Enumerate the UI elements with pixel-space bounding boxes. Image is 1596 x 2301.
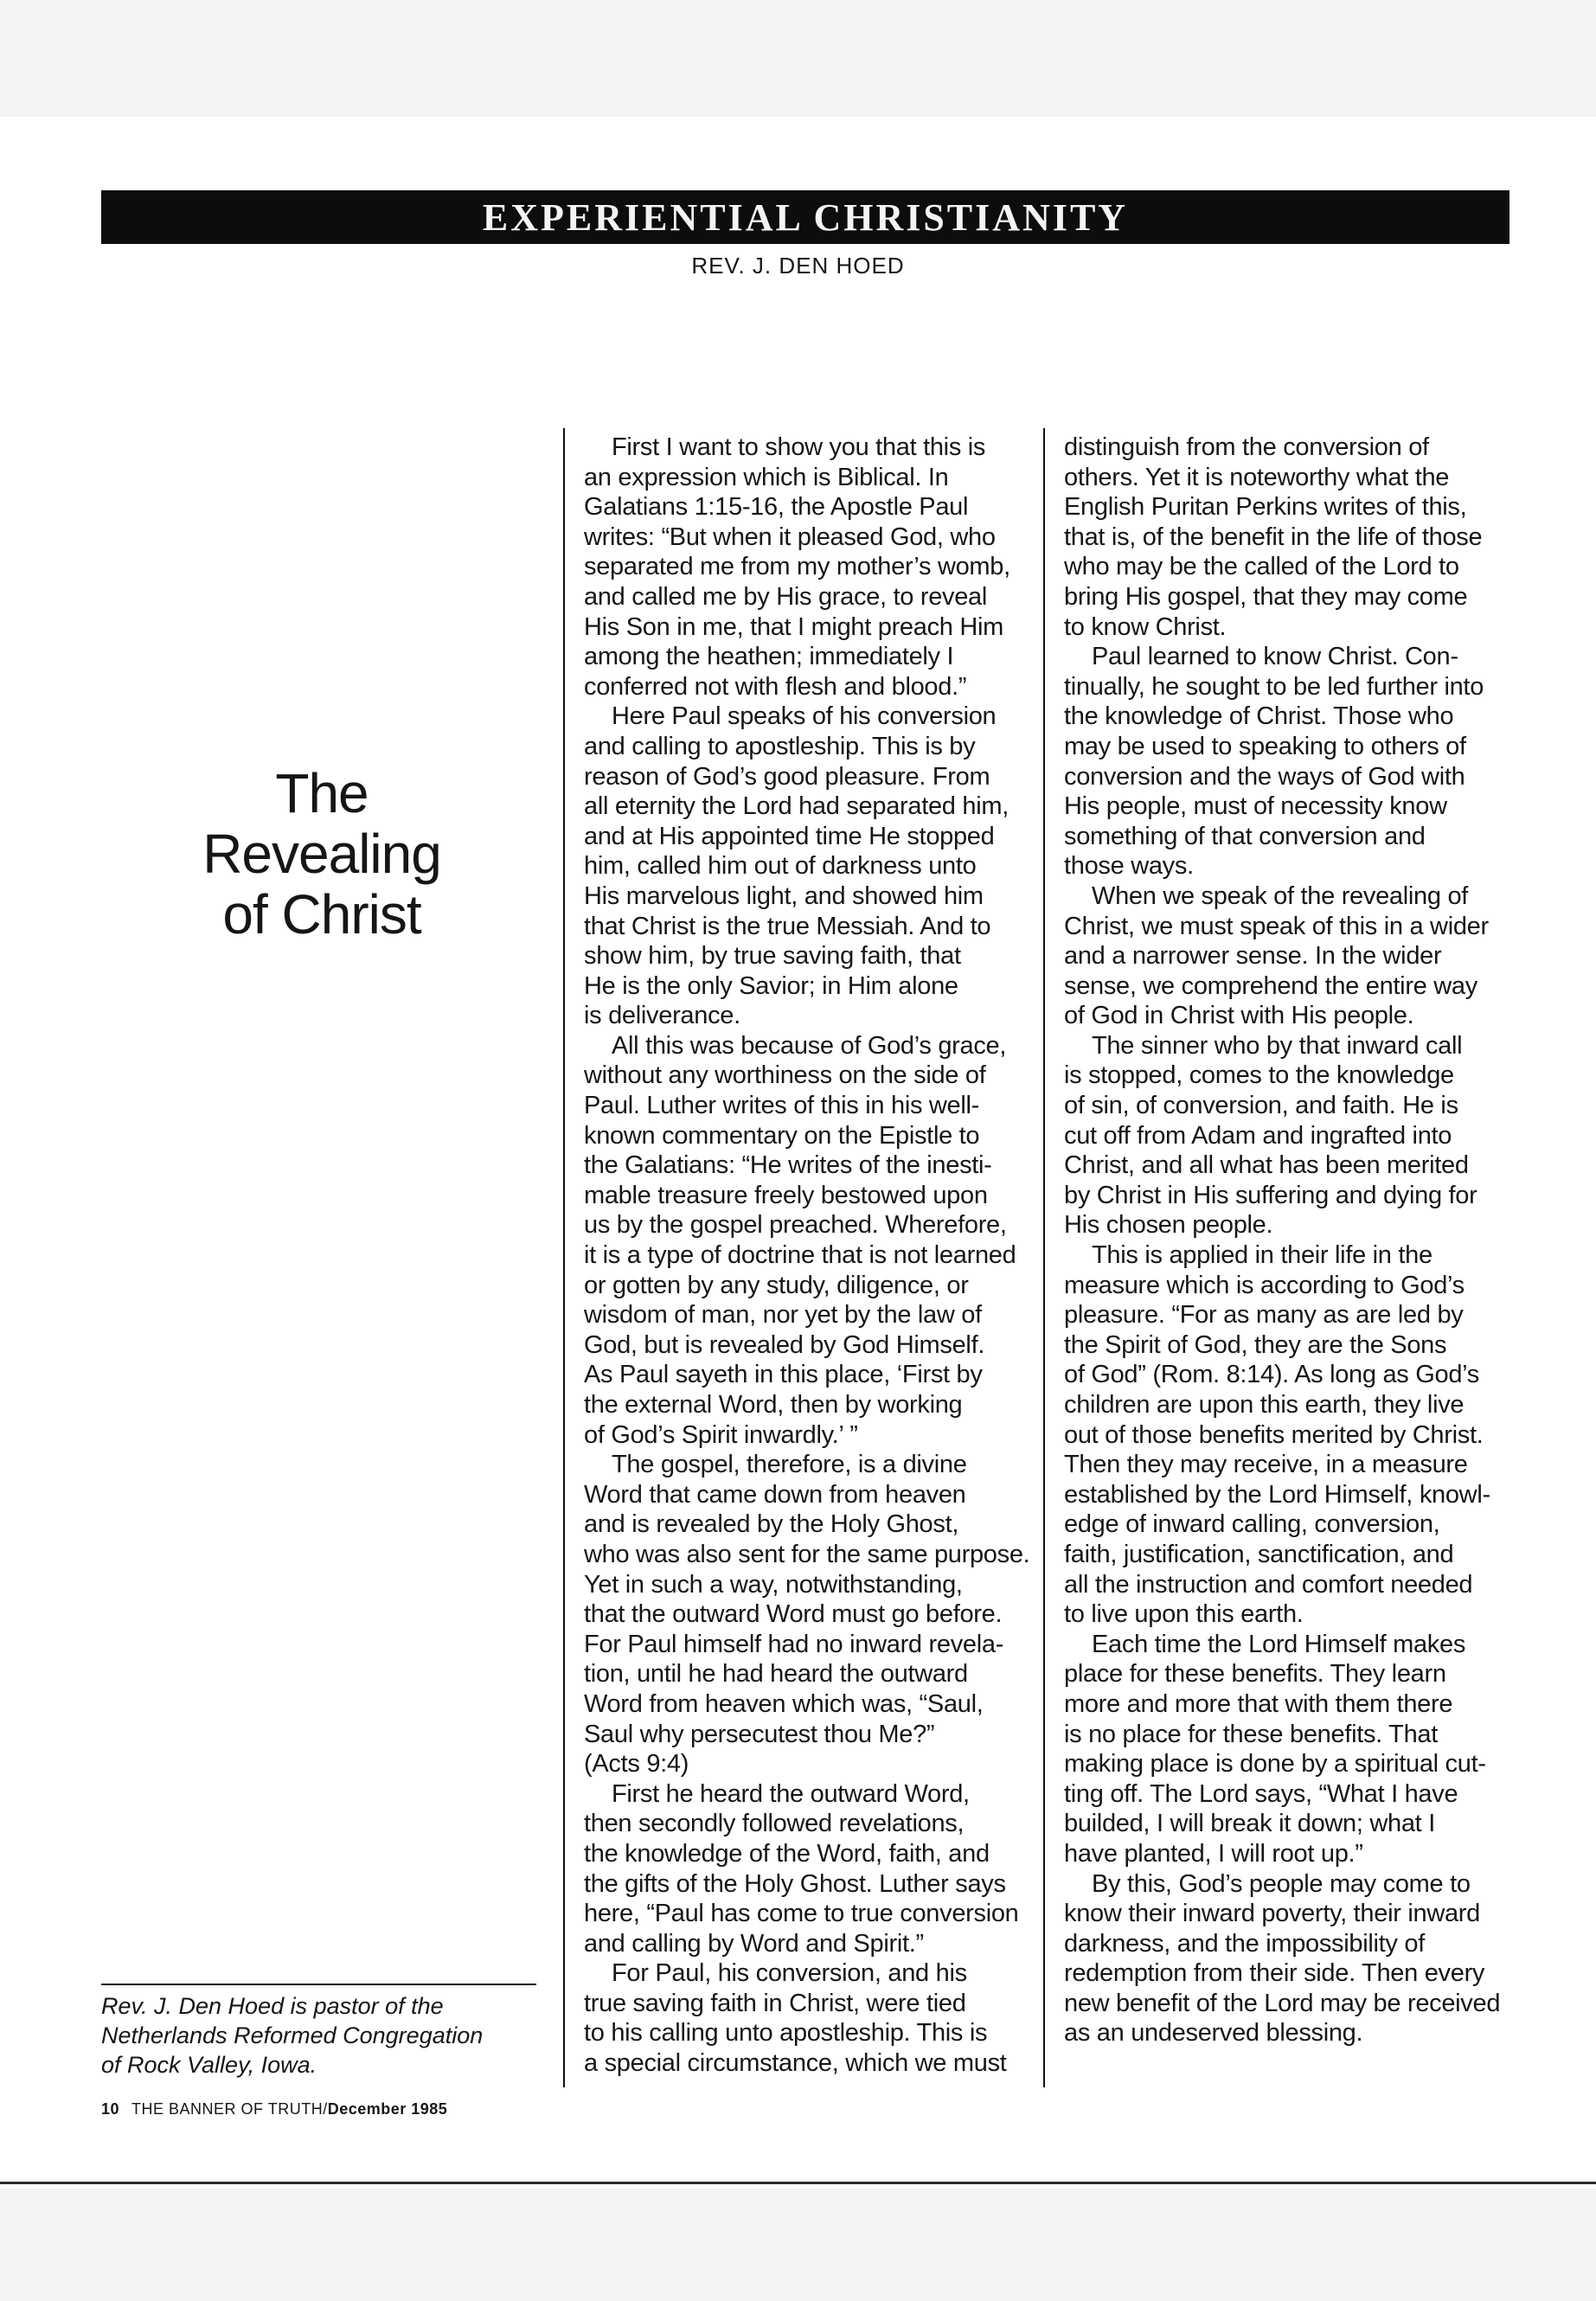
body-text-line: have planted, I will root up.” — [1064, 1839, 1363, 1868]
publication-name: THE BANNER OF TRUTH/ — [131, 2100, 328, 2118]
body-text-line: By this, God’s people may come to — [1092, 1869, 1471, 1898]
body-text-line: as an undeserved blessing. — [1064, 2019, 1363, 2048]
body-text-line: is deliverance. — [584, 1002, 740, 1030]
section-title: EXPERIENTIAL CHRISTIANITY — [482, 195, 1129, 239]
body-text-line: among the heathen; immediately I — [584, 643, 954, 671]
body-text-line: Word that came down from heaven — [584, 1480, 966, 1509]
body-text-line: reason of God’s good pleasure. From — [584, 762, 990, 791]
body-text-line: others. Yet it is noteworthy what the — [1064, 463, 1450, 491]
body-text-line: and called me by His grace, to reveal — [584, 582, 988, 611]
body-text-line: His chosen people. — [1064, 1211, 1273, 1240]
body-text-line: Then they may receive, in a measure — [1064, 1451, 1468, 1479]
body-text-line: pleasure. “For as many as are led by — [1064, 1301, 1464, 1330]
body-text-line: Yet in such a way, notwithstanding, — [584, 1570, 963, 1599]
body-text-line: us by the gospel preached. Wherefore, — [584, 1211, 1007, 1240]
body-text-line: the gifts of the Holy Ghost. Luther says — [584, 1869, 1006, 1898]
body-text-line: cut off from Adam and ingrafted into — [1064, 1121, 1452, 1150]
body-text-line: all eternity the Lord had separated him, — [584, 792, 1009, 821]
body-text-line: those ways. — [1064, 852, 1194, 881]
body-text-line: conferred not with flesh and blood.” — [584, 672, 967, 701]
body-text-line: that Christ is the true Messiah. And to — [584, 912, 991, 940]
body-text-line: Word from heaven which was, “Saul, — [584, 1689, 984, 1718]
body-text-line: His Son in me, that I might preach Him — [584, 612, 1004, 641]
body-text-line: For Paul himself had no inward revela- — [584, 1630, 1004, 1658]
column-divider-middle — [1043, 428, 1045, 2087]
body-text-line: children are upon this earth, they live — [1064, 1391, 1465, 1419]
body-text-line: who may be the called of the Lord to — [1064, 553, 1459, 581]
body-text-line: This is applied in their life in the — [1092, 1241, 1433, 1270]
body-text-line: For Paul, his conversion, and his — [612, 1959, 967, 1988]
body-text-line: (Acts 9:4) — [584, 1750, 689, 1779]
body-text-line: darkness, and the impossibility of — [1064, 1929, 1425, 1958]
body-text-line: measure which is according to God’s — [1064, 1271, 1465, 1299]
body-text-line: without any worthiness on the side of — [584, 1061, 986, 1090]
body-text-line: All this was because of God’s grace, — [612, 1031, 1007, 1060]
body-text-line: of sin, of conversion, and faith. He is — [1064, 1092, 1458, 1120]
text-column-1 — [584, 433, 1034, 2079]
body-text-line: wisdom of man, nor yet by the law of — [584, 1301, 982, 1330]
body-text-line: or gotten by any study, diligence, or — [584, 1271, 969, 1299]
body-text-line: him, called him out of darkness unto — [584, 852, 977, 881]
body-text-line: a special circumstance, which we must — [584, 2049, 1007, 2078]
page-number: 10 — [101, 2100, 120, 2118]
body-text-line: established by the Lord Himself, knowl- — [1064, 1480, 1490, 1509]
article-title-line: of Christ — [222, 883, 421, 945]
body-text-line: As Paul sayeth in this place, ‘First by — [584, 1361, 983, 1389]
body-text-line: Christ, we must speak of this in a wider — [1064, 912, 1489, 940]
column-divider-left — [563, 428, 565, 2087]
body-text-line: who was also sent for the same purpose. — [584, 1540, 1030, 1568]
body-text-line: of God in Christ with His people. — [1064, 1002, 1414, 1030]
page-edge-rule — [0, 2182, 1596, 2184]
body-text-line: First he heard the outward Word, — [612, 1779, 970, 1808]
body-text-line: the external Word, then by working — [584, 1391, 963, 1419]
body-text-line: edge of inward calling, conversion, — [1064, 1510, 1440, 1539]
body-text-line: and calling to apostleship. This is by — [584, 732, 976, 760]
body-text-line: may be used to speaking to others of — [1064, 732, 1466, 760]
body-text-line: making place is done by a spiritual cut- — [1064, 1750, 1486, 1779]
body-text-line: His people, must of necessity know — [1064, 792, 1447, 821]
body-text-line: mable treasure freely bestowed upon — [584, 1181, 988, 1209]
body-text-line: and is revealed by the Holy Ghost, — [584, 1510, 959, 1539]
body-text-line: distinguish from the conversion of — [1064, 433, 1429, 461]
text-column-2 — [1064, 433, 1514, 2048]
page-footer — [101, 2100, 551, 2118]
body-text-line: then secondly followed revelations, — [584, 1810, 965, 1838]
author-bio-note — [101, 1991, 536, 2080]
body-text-line: writes: “But when it pleased God, who — [584, 522, 996, 551]
body-text-line: to know Christ. — [1064, 612, 1227, 641]
body-text-line: new benefit of the Lord may be received — [1064, 1989, 1501, 2017]
body-text-line: the Spirit of God, they are the Sons — [1064, 1330, 1447, 1359]
body-text-line: Galatians 1:15-16, the Apostle Paul — [584, 493, 969, 522]
body-text-line: and at His appointed time He stopped — [584, 822, 995, 850]
body-text-line: true saving faith in Christ, were tied — [584, 1989, 966, 2017]
bio-divider — [101, 1984, 536, 1985]
body-text-line: know their inward poverty, their inward — [1064, 1900, 1480, 1928]
author-byline: REV. J. DEN HOED — [691, 253, 905, 279]
body-text-line: an expression which is Biblical. In — [584, 463, 949, 491]
body-text-line: show him, by true saving faith, that — [584, 942, 961, 971]
body-text-line: and calling by Word and Spirit.” — [584, 1929, 924, 1958]
body-text-line: known commentary on the Epistle to — [584, 1121, 980, 1150]
body-text-line: the Galatians: “He writes of the inesti- — [584, 1151, 992, 1180]
body-text-line: by Christ in His suffering and dying for — [1064, 1181, 1477, 1209]
body-text-line: builded, I will break it down; what I — [1064, 1810, 1435, 1838]
body-text-line: faith, justification, sanctification, and — [1064, 1540, 1454, 1568]
bio-line: of Rock Valley, Iowa. — [101, 2052, 317, 2078]
bio-line: Rev. J. Den Hoed is pastor of the — [101, 1993, 444, 2019]
body-text-line: When we speak of the revealing of — [1092, 881, 1469, 910]
body-text-line: place for these benefits. They learn — [1064, 1660, 1446, 1689]
body-text-line: of God’s Spirit inwardly.’ ” — [584, 1420, 858, 1449]
body-text-line: something of that conversion and — [1064, 822, 1426, 850]
body-text-line: is no place for these benefits. That — [1064, 1720, 1438, 1748]
body-text-line: of God” (Rom. 8:14). As long as God’s — [1064, 1361, 1479, 1389]
body-text-line: English Puritan Perkins writes of this, — [1064, 493, 1467, 522]
body-text-line: He is the only Savior; in Him alone — [584, 971, 958, 1000]
body-text-line: Paul. Luther writes of this in his well- — [584, 1092, 980, 1120]
body-text-line: it is a type of doctrine that is not learned — [584, 1241, 1016, 1270]
body-text-line: First I want to show you that this is — [612, 433, 986, 461]
body-text-line: to his calling unto apostleship. This is — [584, 2019, 988, 2048]
body-text-line: bring His gospel, that they may come — [1064, 582, 1468, 611]
body-text-line: here, “Paul has come to true conversion — [584, 1900, 1019, 1928]
body-text-line: and a narrower sense. In the wider — [1064, 942, 1442, 971]
body-text-line: Here Paul speaks of his conversion — [612, 702, 997, 731]
body-text-line: Each time the Lord Himself makes — [1092, 1630, 1466, 1658]
issue-date: December 1985 — [327, 2100, 448, 2118]
body-text-line: all the instruction and comfort needed — [1064, 1570, 1473, 1599]
section-banner — [101, 190, 1509, 244]
body-text-line: to live upon this earth. — [1064, 1600, 1304, 1629]
body-text-line: sense, we comprehend the entire way — [1064, 971, 1477, 1000]
bio-line: Netherlands Reformed Congregation — [101, 2022, 484, 2048]
body-text-line: tinually, he sought to be led further into — [1064, 672, 1484, 701]
body-text-line: out of those benefits merited by Christ. — [1064, 1420, 1484, 1449]
body-text-line: the knowledge of Christ. Those who — [1064, 702, 1454, 731]
body-text-line: that is, of the benefit in the life of those — [1064, 522, 1483, 551]
body-text-line: The gospel, therefore, is a divine — [612, 1451, 967, 1479]
body-text-line: redemption from their side. Then every — [1064, 1959, 1485, 1988]
body-text-line: God, but is revealed by God Himself. — [584, 1330, 985, 1359]
body-text-line: ting off. The Lord says, “What I have — [1064, 1779, 1458, 1808]
body-text-line: that the outward Word must go before. — [584, 1600, 1003, 1629]
article-title-line: Revealing — [202, 823, 441, 885]
body-text-line: Paul learned to know Christ. Con- — [1092, 643, 1458, 671]
body-text-line: more and more that with them there — [1064, 1689, 1453, 1718]
article-title-line: The — [275, 762, 369, 824]
body-text-line: separated me from my mother’s womb, — [584, 553, 1010, 581]
article-title — [164, 763, 479, 945]
body-text-line: His marvelous light, and showed him — [584, 881, 984, 910]
body-text-line: the knowledge of the Word, faith, and — [584, 1839, 990, 1868]
body-text-line: conversion and the ways of God with — [1064, 762, 1465, 791]
body-text-line: Saul why persecutest thou Me?” — [584, 1720, 935, 1748]
body-text-line: is stopped, comes to the knowledge — [1064, 1061, 1454, 1090]
body-text-line: tion, until he had heard the outward — [584, 1660, 968, 1689]
body-text-line: The sinner who by that inward call — [1092, 1031, 1463, 1060]
body-text-line: Christ, and all what has been merited — [1064, 1151, 1469, 1180]
